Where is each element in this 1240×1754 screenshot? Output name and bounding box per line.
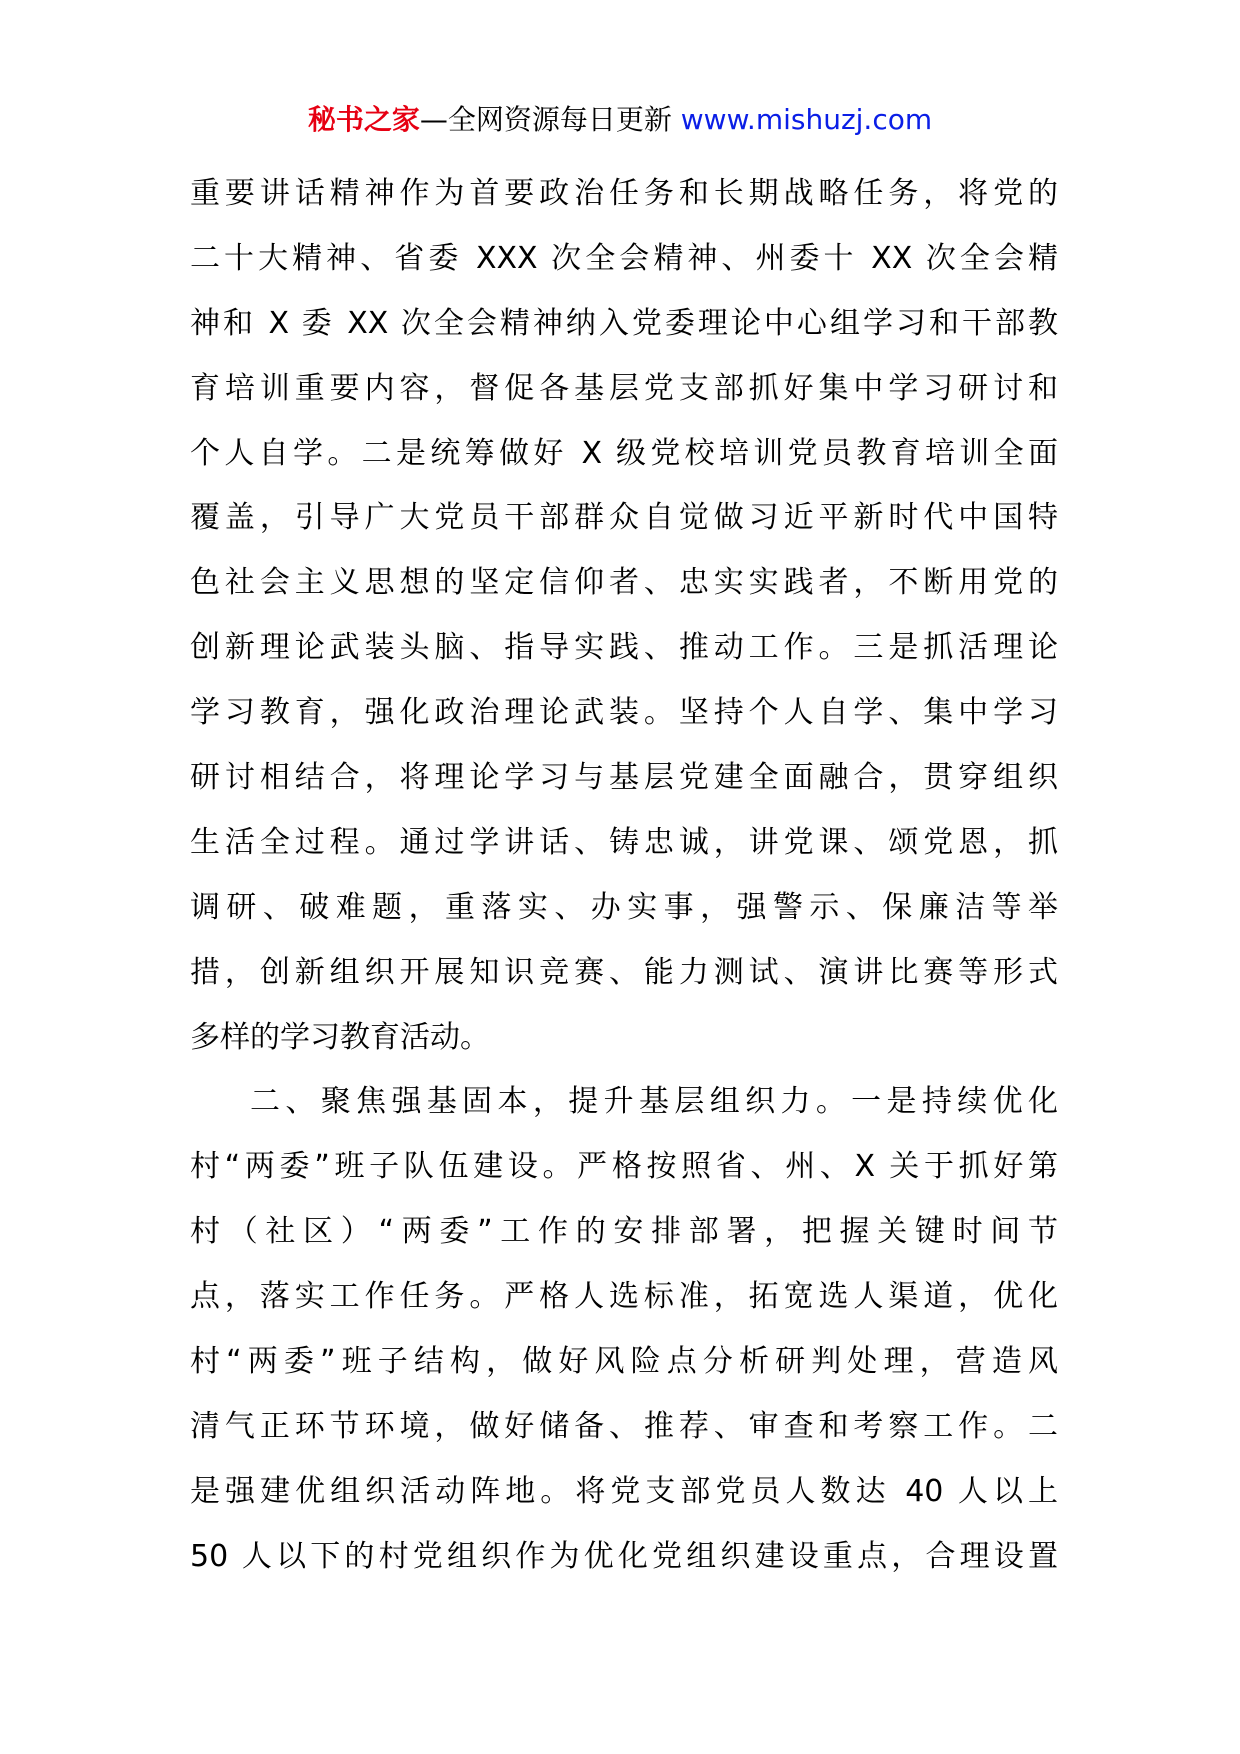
text-line: 50 人以下的村党组织作为优化党组织建设重点，合理设置 [190, 1538, 1058, 1574]
text-line: 清气正环节环境，做好储备、推荐、审查和考察工作。二 [190, 1408, 1058, 1444]
text-line: 神和 X 委 XX 次全会精神纳入党委理论中心组学习和干部教 [190, 305, 1058, 341]
text-line: 点，落实工作任务。严格人选标准，拓宽选人渠道，优化 [190, 1279, 1058, 1315]
text-line: 创新理论武装头脑、指导实践、推动工作。三是抓活理论 [190, 630, 1058, 666]
text-line: 是强建优组织活动阵地。将党支部党员人数达 40 人以上 [190, 1473, 1058, 1509]
text-line: 村（社区）“两委”工作的安排部署，把握关键时间节 [190, 1214, 1058, 1250]
text-line: 覆盖，引导广大党员干部群众自觉做习近平新时代中国特 [190, 500, 1058, 536]
text-line: 重要讲话精神作为首要政治任务和长期战略任务，将党的 [190, 176, 1058, 211]
document-body [190, 162, 1058, 1590]
text-line: 措，创新组织开展知识竞赛、能力测试、演讲比赛等形式 [190, 954, 1058, 990]
page-header [0, 100, 1240, 140]
paragraph-end-line: 多样的学习教育活动。 [190, 1019, 490, 1055]
text-line: 个人自学。二是统筹做好 X 级党校培训党员教育培训全面 [190, 435, 1058, 471]
header-tagline: —全网资源每日更新 [419, 103, 681, 136]
text-line: 色社会主义思想的坚定信仰者、忠实实践者，不断用党的 [190, 565, 1058, 601]
text-line: 二十大精神、省委 XXX 次全会精神、州委十 XX 次全会精 [190, 240, 1058, 276]
text-line: 研讨相结合，将理论学习与基层党建全面融合，贯穿组织 [190, 760, 1058, 796]
text-line: 村“两委”班子队伍建设。严格按照省、州、X 关于抓好第 [190, 1149, 1058, 1185]
section-heading-line: 二、聚焦强基固本，提升基层组织力。一是持续优化 [250, 1084, 1058, 1120]
text-line: 村“两委”班子结构，做好风险点分析研判处理，营造风 [190, 1344, 1058, 1380]
header-url-link[interactable]: www.mishuzj.com [680, 103, 933, 136]
brand-name: 秘书之家 [307, 103, 420, 136]
text-line: 调研、破难题，重落实、办实事，强警示、保廉洁等举 [190, 889, 1058, 925]
text-line: 育培训重要内容，督促各基层党支部抓好集中学习研讨和 [190, 370, 1058, 406]
text-line: 生活全过程。通过学讲话、铸忠诚，讲党课、颂党恩，抓 [190, 824, 1058, 860]
text-line: 学习教育，强化政治理论武装。坚持个人自学、集中学习 [190, 695, 1058, 731]
